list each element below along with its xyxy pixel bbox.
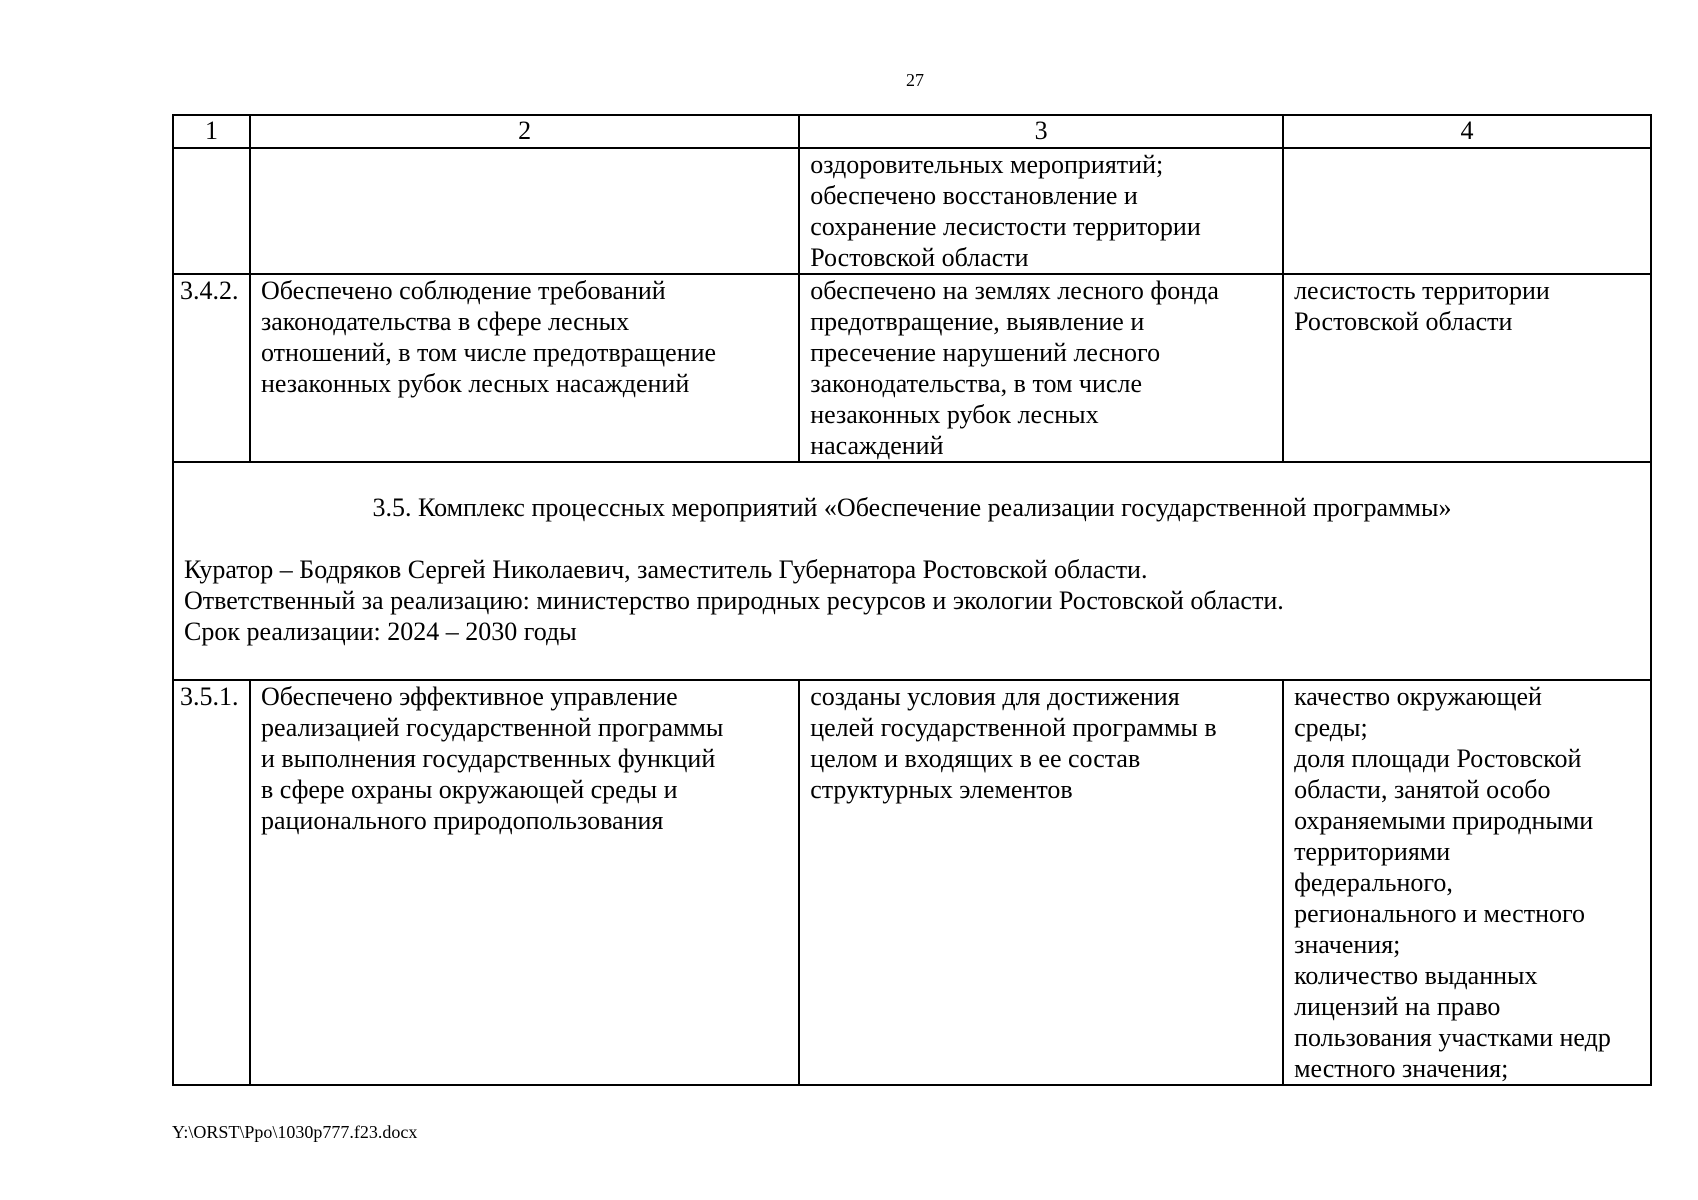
cell-line: качество окружающей: [1294, 682, 1542, 711]
header-cell-3: 3: [799, 115, 1283, 148]
table-header-row: [173, 115, 1651, 148]
section-row: [173, 462, 1651, 680]
cell-line: отношений, в том числе предотвращение: [260, 338, 717, 367]
cell-line: Обеспечено эффективное управление: [260, 682, 678, 711]
cell-line: охраняемыми природными: [1294, 806, 1594, 835]
table-row: [173, 274, 1651, 462]
row-number-cell: [173, 148, 250, 274]
task-cell: [250, 680, 799, 1085]
cell-line: законодательства в сфере лесных: [260, 307, 630, 336]
cell-line: количество выданных: [1294, 961, 1538, 990]
cell-line: созданы условия для достижения: [810, 682, 1180, 711]
cell-line: предотвращение, выявление и: [810, 307, 1145, 336]
section-term: Срок реализации: 2024 – 2030 годы: [184, 617, 577, 646]
table-row: [173, 148, 1651, 274]
cell-line: Обеспечено соблюдение требований: [260, 276, 666, 305]
header-cell-4: 4: [1283, 115, 1651, 148]
cell-line: территориями: [1294, 837, 1451, 866]
cell-line: среды;: [1294, 713, 1368, 742]
cell-line: значения;: [1294, 930, 1401, 959]
indicator-cell: [1283, 680, 1651, 1085]
result-cell: [799, 680, 1283, 1085]
task-cell: [250, 148, 799, 274]
cell-line: местного значения;: [1294, 1054, 1509, 1083]
cell-line: целей государственной программы в: [810, 713, 1217, 742]
cell-line: рационального природопользования: [260, 806, 664, 835]
result-cell: [799, 274, 1283, 462]
table-row: [173, 680, 1651, 1085]
cell-line: и выполнения государственных функций: [260, 744, 716, 773]
cell-line: законодательства, в том числе: [810, 369, 1142, 398]
indicator-cell: [1283, 148, 1651, 274]
cell-line: целом и входящих в ее состав: [810, 744, 1141, 773]
cell-line: области, занятой особо: [1294, 775, 1551, 804]
row-number-cell: 3.5.1.: [173, 680, 250, 1085]
cell-line: обеспечено на землях лесного фонда: [810, 276, 1219, 305]
cell-line: структурных элементов: [810, 775, 1073, 804]
cell-line: в сфере охраны окружающей среды и: [260, 775, 678, 804]
cell-line: реализацией государственной программы: [260, 713, 724, 742]
row-number-cell: 3.4.2.: [173, 274, 250, 462]
cell-line: обеспечено восстановление и: [810, 181, 1138, 210]
cell-line: оздоровительных мероприятий;: [810, 150, 1164, 179]
cell-line: незаконных рубок лесных насаждений: [260, 369, 690, 398]
section-cell: [173, 462, 1651, 680]
cell-line: лицензий на право: [1294, 992, 1501, 1021]
cell-line: регионального и местного: [1294, 899, 1586, 928]
cell-line: Ростовской области: [1294, 307, 1513, 336]
page-number: 27: [906, 70, 924, 90]
section-responsible: Ответственный за реализацию: министерство природных ресурсов и экологии Ростовской области.: [184, 586, 1284, 615]
cell-line: Ростовской области: [810, 243, 1029, 272]
document-file-path: Y:\ORST\Ppo\1030p777.f23.docx: [172, 1122, 418, 1142]
cell-line: незаконных рубок лесных: [810, 400, 1099, 429]
section-curator: Куратор – Бодряков Сергей Николаевич, заместитель Губернатора Ростовской области.: [184, 555, 1148, 584]
cell-line: федерального,: [1294, 868, 1453, 897]
result-cell: [799, 148, 1283, 274]
cell-line: доля площади Ростовской: [1294, 744, 1582, 773]
section-title: 3.5. Комплекс процессных мероприятий «Обеспечение реализации государственной программы»: [372, 493, 1452, 522]
indicator-cell: [1283, 274, 1651, 462]
cell-line: насаждений: [810, 431, 944, 460]
header-cell-1: 1: [173, 115, 250, 148]
header-cell-2: 2: [250, 115, 799, 148]
cell-line: пресечение нарушений лесного: [810, 338, 1161, 367]
measures-table: [172, 114, 1652, 1086]
cell-line: пользования участками недр: [1294, 1023, 1611, 1052]
cell-line: лесистость территории: [1294, 276, 1550, 305]
task-cell: [250, 274, 799, 462]
cell-line: сохранение лесистости территории: [810, 212, 1201, 241]
